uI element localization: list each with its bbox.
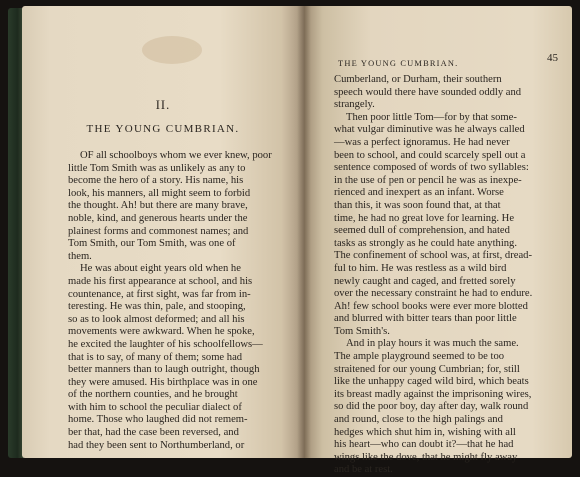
text-line: that is to say, of many of them; some had: [68, 351, 243, 363]
text-line: rienced and inexpert as an infant. Worse: [334, 187, 504, 199]
text-line: time, he had no great love for learning. He: [334, 212, 515, 224]
left-page: [22, 6, 304, 458]
page-number: 45: [547, 52, 558, 64]
text-line: speech would there have sounded oddly and: [334, 86, 522, 98]
text-line: of the northern counties, and he brought: [68, 389, 238, 401]
text-line: seemed dull of comprehension, and hated: [334, 225, 510, 237]
text-line: been to school, and could scarcely spell out a: [334, 149, 526, 161]
text-line: his heart—who can doubt it?—that he had: [334, 439, 514, 451]
text-line: they were amused. His birthplace was in one: [68, 376, 258, 388]
text-line: and round, close to the high palings and: [334, 414, 503, 426]
text-line: The ample playground seemed to be too: [334, 351, 505, 363]
text-line: so as to look almost deformed; and all his: [68, 313, 245, 325]
text-line: the thought. Ah! but there are many brave,: [68, 200, 248, 212]
book-spine: [297, 6, 311, 458]
text-line: Then poor little Tom—for by that some-: [346, 111, 517, 123]
right-page: [304, 6, 572, 476]
paper-stain: [142, 36, 202, 64]
text-line: look, his manners, all might seem to forbid: [68, 187, 251, 199]
chapter-title: THE YOUNG CUMBRIAN.: [86, 123, 240, 135]
text-line: what vulgar diminutive was he always called: [334, 124, 525, 136]
text-line: —was a perfect ignoramus. He had never: [334, 136, 510, 148]
text-line: newly caught and caged, and fretted sorely: [334, 275, 516, 287]
running-head: THE YOUNG CUMBRIAN.: [338, 59, 459, 68]
text-line: Cumberland, or Durham, their southern: [334, 74, 502, 85]
text-line: Tom Smith, our Tom Smith, was one of: [68, 238, 236, 250]
text-line: straitened for our young Cumbrian; for, still: [334, 363, 520, 375]
text-line: so did the poor boy, day after day, walk round: [334, 401, 529, 413]
text-line: ber that, had the case been reversed, and: [68, 427, 239, 439]
text-line: ful to him. He was restless as a wild bird: [334, 262, 507, 274]
text-line: little Tom Smith was as unlikely as any to: [68, 162, 246, 174]
text-line: he excited the laughter of his schoolfellows—: [68, 338, 263, 350]
text-line: plainest forms and commonest names; and: [68, 225, 249, 237]
right-page-text: [334, 74, 562, 477]
text-line: better manners than to laugh outright, though: [68, 364, 260, 376]
text-line: its breast madly against the imprisoning wires,: [334, 388, 532, 400]
text-line: become the hero of a story. His name, his: [68, 175, 244, 187]
text-line: and be at rest.: [334, 464, 393, 476]
text-line: home. Those who laughed did not remem-: [68, 414, 248, 426]
chapter-number: II.: [155, 98, 171, 112]
text-line: noble, kind, and generous hearts under the: [68, 212, 248, 224]
text-line: hedges which shut him in, wishing with all: [334, 426, 516, 438]
text-line: teresting. He was thin, pale, and stooping,: [68, 301, 246, 313]
text-line: in the use of pen or pencil he was as inexpe-: [334, 174, 522, 186]
text-line: made his first appearance at school, and his: [68, 275, 253, 287]
text-line: wings like the dove, that he might fly away: [334, 451, 518, 463]
text-line: with him to school the peculiar dialect of: [68, 401, 242, 413]
text-line: OF all schoolboys whom we ever knew, poor: [80, 150, 272, 161]
text-line: and blurred with bitter tears than poor little: [334, 313, 517, 325]
text-line: than this, it was soon found that, at that: [334, 199, 501, 211]
text-line: them.: [68, 250, 92, 262]
text-line: He was about eight years old when he: [80, 263, 241, 275]
text-line: Ah! few school books were ever more blotted: [334, 300, 528, 312]
open-book: [4, 6, 578, 476]
text-line: countenance, at first sight, was far from in-: [68, 288, 251, 300]
text-line: And in play hours it was much the same.: [346, 338, 519, 350]
text-line: had they been sent to Northumberland, or: [68, 439, 245, 451]
text-line: tasks as strongly as he could hate anything.: [334, 237, 518, 249]
text-line: strangely.: [334, 99, 375, 111]
text-line: like the unhappy caged wild bird, which beats: [334, 376, 529, 388]
left-page-text: [68, 150, 300, 452]
text-line: sentence composed of words of two syllables:: [334, 162, 529, 174]
text-line: The confinement of school was, at first, dread-: [334, 250, 532, 262]
text-line: Tom Smith's.: [334, 325, 390, 337]
text-line: over the necessary constraint he had to endure.: [334, 288, 533, 300]
text-line: movements were awkward. When he spoke,: [68, 326, 255, 338]
